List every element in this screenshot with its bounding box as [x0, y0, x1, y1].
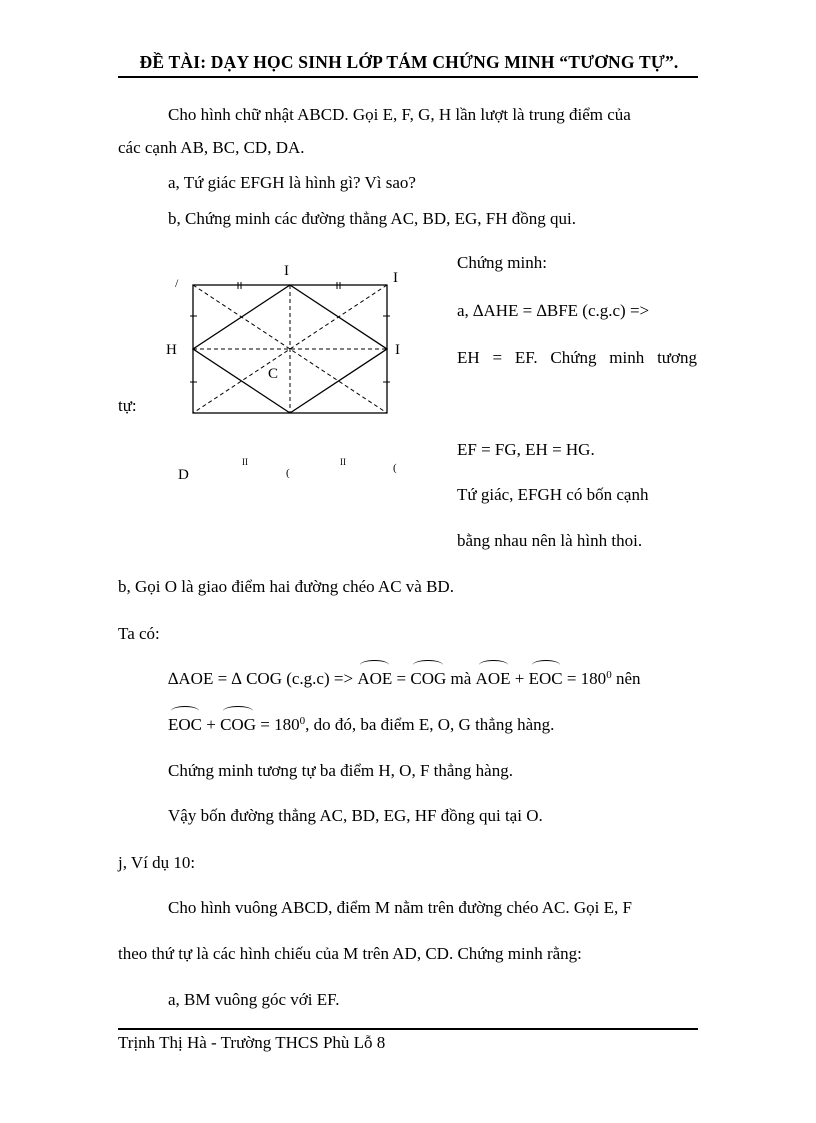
vertex-label-e: I: [284, 263, 289, 279]
angle-eoc: EOC: [528, 669, 563, 688]
page-footer: [118, 1033, 385, 1053]
solution-a-line3: tự:: [118, 396, 137, 415]
solution-a-line2: EH = EF. Chứng minh tương: [457, 348, 697, 367]
solution-a-line4: EF = FG, EH = HG.: [457, 440, 595, 459]
solution-a-line6: bằng nhau nên là hình thoi.: [457, 531, 643, 550]
example10-statement-line1: Cho hình vuông ABCD, điểm M nằm trên đường chéo AC. Gọi E, F: [168, 898, 632, 917]
angle-aoe: AOE: [357, 669, 393, 688]
equation-line-2: EOC + COG = $180^0$, do đó, ba điểm E, O, G thẳng hàng.: [168, 715, 555, 734]
vertex-label-h: H: [166, 342, 177, 358]
page-header-title: ĐỀ TÀI: DẠY HỌC SINH LỚP TÁM CHỨNG MINH “TƯƠNG TỰ”.: [139, 52, 679, 72]
angle-aoe-2: AOE: [475, 669, 511, 688]
question-a: a, Tứ giác EFGH là hình gì? Vì sao?: [168, 173, 416, 192]
vertex-label-b: I: [393, 270, 398, 286]
footer-rule: [118, 1028, 698, 1030]
foot-mark-right: (: [393, 462, 397, 474]
solution-conclusion: Vậy bốn đường thẳng AC, BD, EG, HF đồng qui tại O.: [168, 806, 543, 825]
angle-cog: COG: [410, 669, 447, 688]
page-number: 8: [376, 1033, 386, 1052]
solution-b-line2: Ta có:: [118, 624, 160, 643]
vertex-label-d: D: [178, 467, 189, 483]
solution-b-line1: b, Gọi O là giao điểm hai đường chéo AC và BD.: [118, 577, 454, 596]
example10-statement-line2: theo thứ tự là các hình chiếu của M trên AD, CD. Chứng minh rằng:: [118, 944, 582, 963]
example10-question-a: a, BM vuông góc với EF.: [168, 990, 340, 1009]
solution-heading: Chứng minh:: [457, 253, 547, 272]
question-b: b, Chứng minh các đường thẳng AC, BD, EG, FH đồng qui.: [168, 209, 577, 228]
problem-statement-line1: Cho hình chữ nhật ABCD. Gọi E, F, G, H lần lượt là trung điểm của: [168, 105, 631, 124]
center-label-o: C: [268, 366, 279, 382]
header-rule: [118, 76, 698, 78]
vertex-label-f: I: [395, 342, 400, 358]
problem-statement-line2: các cạnh AB, BC, CD, DA.: [118, 138, 305, 157]
solution-hof-line: Chứng minh tương tự ba điểm H, O, F thẳng hàng.: [168, 761, 513, 780]
angle-cog-2: COG: [220, 715, 256, 734]
tick-mark-left: II: [242, 457, 248, 467]
tick-mark-right: II: [340, 457, 346, 467]
equation-line-1: ∆AOE = ∆ COG (c.g.c) => AOE = COG mà AOE + EOC = $180^0$ nên: [168, 669, 641, 688]
angle-eoc-2: EOC: [168, 715, 202, 734]
rectangle-rhombus-figure: [190, 282, 390, 416]
vertex-label-a: /: [175, 276, 179, 290]
foot-mark-left: (: [286, 467, 290, 479]
solution-a-line5: Tứ giác, EFGH có bốn cạnh: [457, 485, 649, 504]
footer-author: Trịnh Thị Hà - Trường THCS Phù Lỗ: [118, 1033, 373, 1052]
example10-title: j, Ví dụ 10:: [118, 853, 196, 872]
solution-a-line1: a, ∆AHE = ∆BFE (c.g.c) =>: [457, 301, 650, 320]
